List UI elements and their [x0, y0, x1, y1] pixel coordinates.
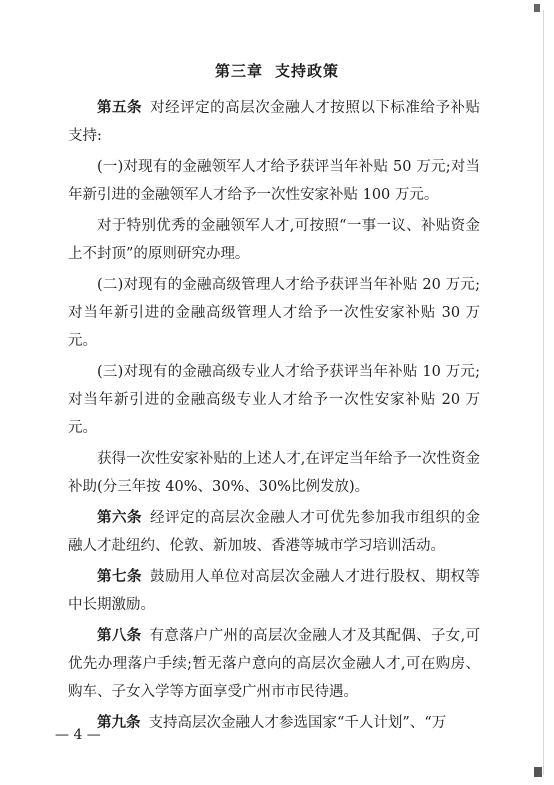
- scan-mark-top: [534, 4, 540, 12]
- paragraph: [68, 212, 480, 268]
- article-label: 第九条: [97, 715, 141, 731]
- article-label: 第六条: [97, 510, 143, 526]
- article-label: 第五条: [97, 100, 143, 116]
- paragraph: [68, 709, 480, 737]
- scan-mark-bottom: [534, 767, 542, 777]
- paragraph-text: (三)对现有的金融高级专业人才给予获评当年补贴 10 万元;对当年新引进的金融高级专业人才给予一次性安家补贴 20 万元。: [68, 364, 480, 436]
- paragraph-text: 经评定的高层次金融人才可优先参加我市组织的金融人才赴纽约、伦敦、新加坡、香港等城市学习培训活动。: [68, 510, 480, 554]
- paragraph: [68, 445, 480, 501]
- paragraph: [68, 358, 480, 442]
- paragraph: [68, 94, 480, 150]
- paragraph: [68, 153, 480, 209]
- paragraph-text: (一)对现有的金融领军人才给予获评当年补贴 50 万元;对当年新引进的金融领军人才给予一次性安家补贴 100 万元。: [68, 159, 480, 203]
- page-edge-line: [543, 10, 544, 775]
- paragraph: [68, 563, 480, 619]
- paragraph-text: 鼓励用人单位对高层次金融人才进行股权、期权等中长期激励。: [68, 569, 480, 613]
- chapter-title: 支持政策: [275, 62, 340, 80]
- paragraph-text: 有意落户广州的高层次金融人才及其配偶、子女,可优先办理落户手续;暂无落户意向的高层次金融人才,可在购房、购车、子女入学等方面享受广州市市民待遇。: [68, 628, 481, 700]
- document-body: [68, 94, 480, 740]
- paragraph: [68, 622, 480, 706]
- paragraph-text: 获得一次性安家补贴的上述人才,在评定当年给予一次性资金补助(分三年按 40%、30%、30%比例发放)。: [68, 451, 480, 495]
- paragraph-text: 支持高层次金融人才参选国家“千人计划”、“万: [148, 715, 447, 731]
- paragraph: [68, 271, 480, 355]
- paragraph-text: 对经评定的高层次金融人才按照以下标准给予补贴支持:: [68, 100, 480, 144]
- article-label: 第八条: [97, 628, 142, 644]
- paragraph: [68, 504, 480, 560]
- chapter-number: 第三章: [214, 62, 263, 80]
- chapter-heading: [0, 60, 554, 81]
- paragraph-text: (二)对现有的金融高级管理人才给予获评当年补贴 20 万元;对当年新引进的金融高级管理人才给予一次性安家补贴 30 万元。: [68, 277, 480, 349]
- paragraph-text: 对于特别优秀的金融领军人才,可按照“一事一议、补贴资金上不封顶”的原则研究办理。: [68, 218, 480, 262]
- article-label: 第七条: [97, 569, 143, 585]
- page-number: — 4 —: [55, 727, 101, 743]
